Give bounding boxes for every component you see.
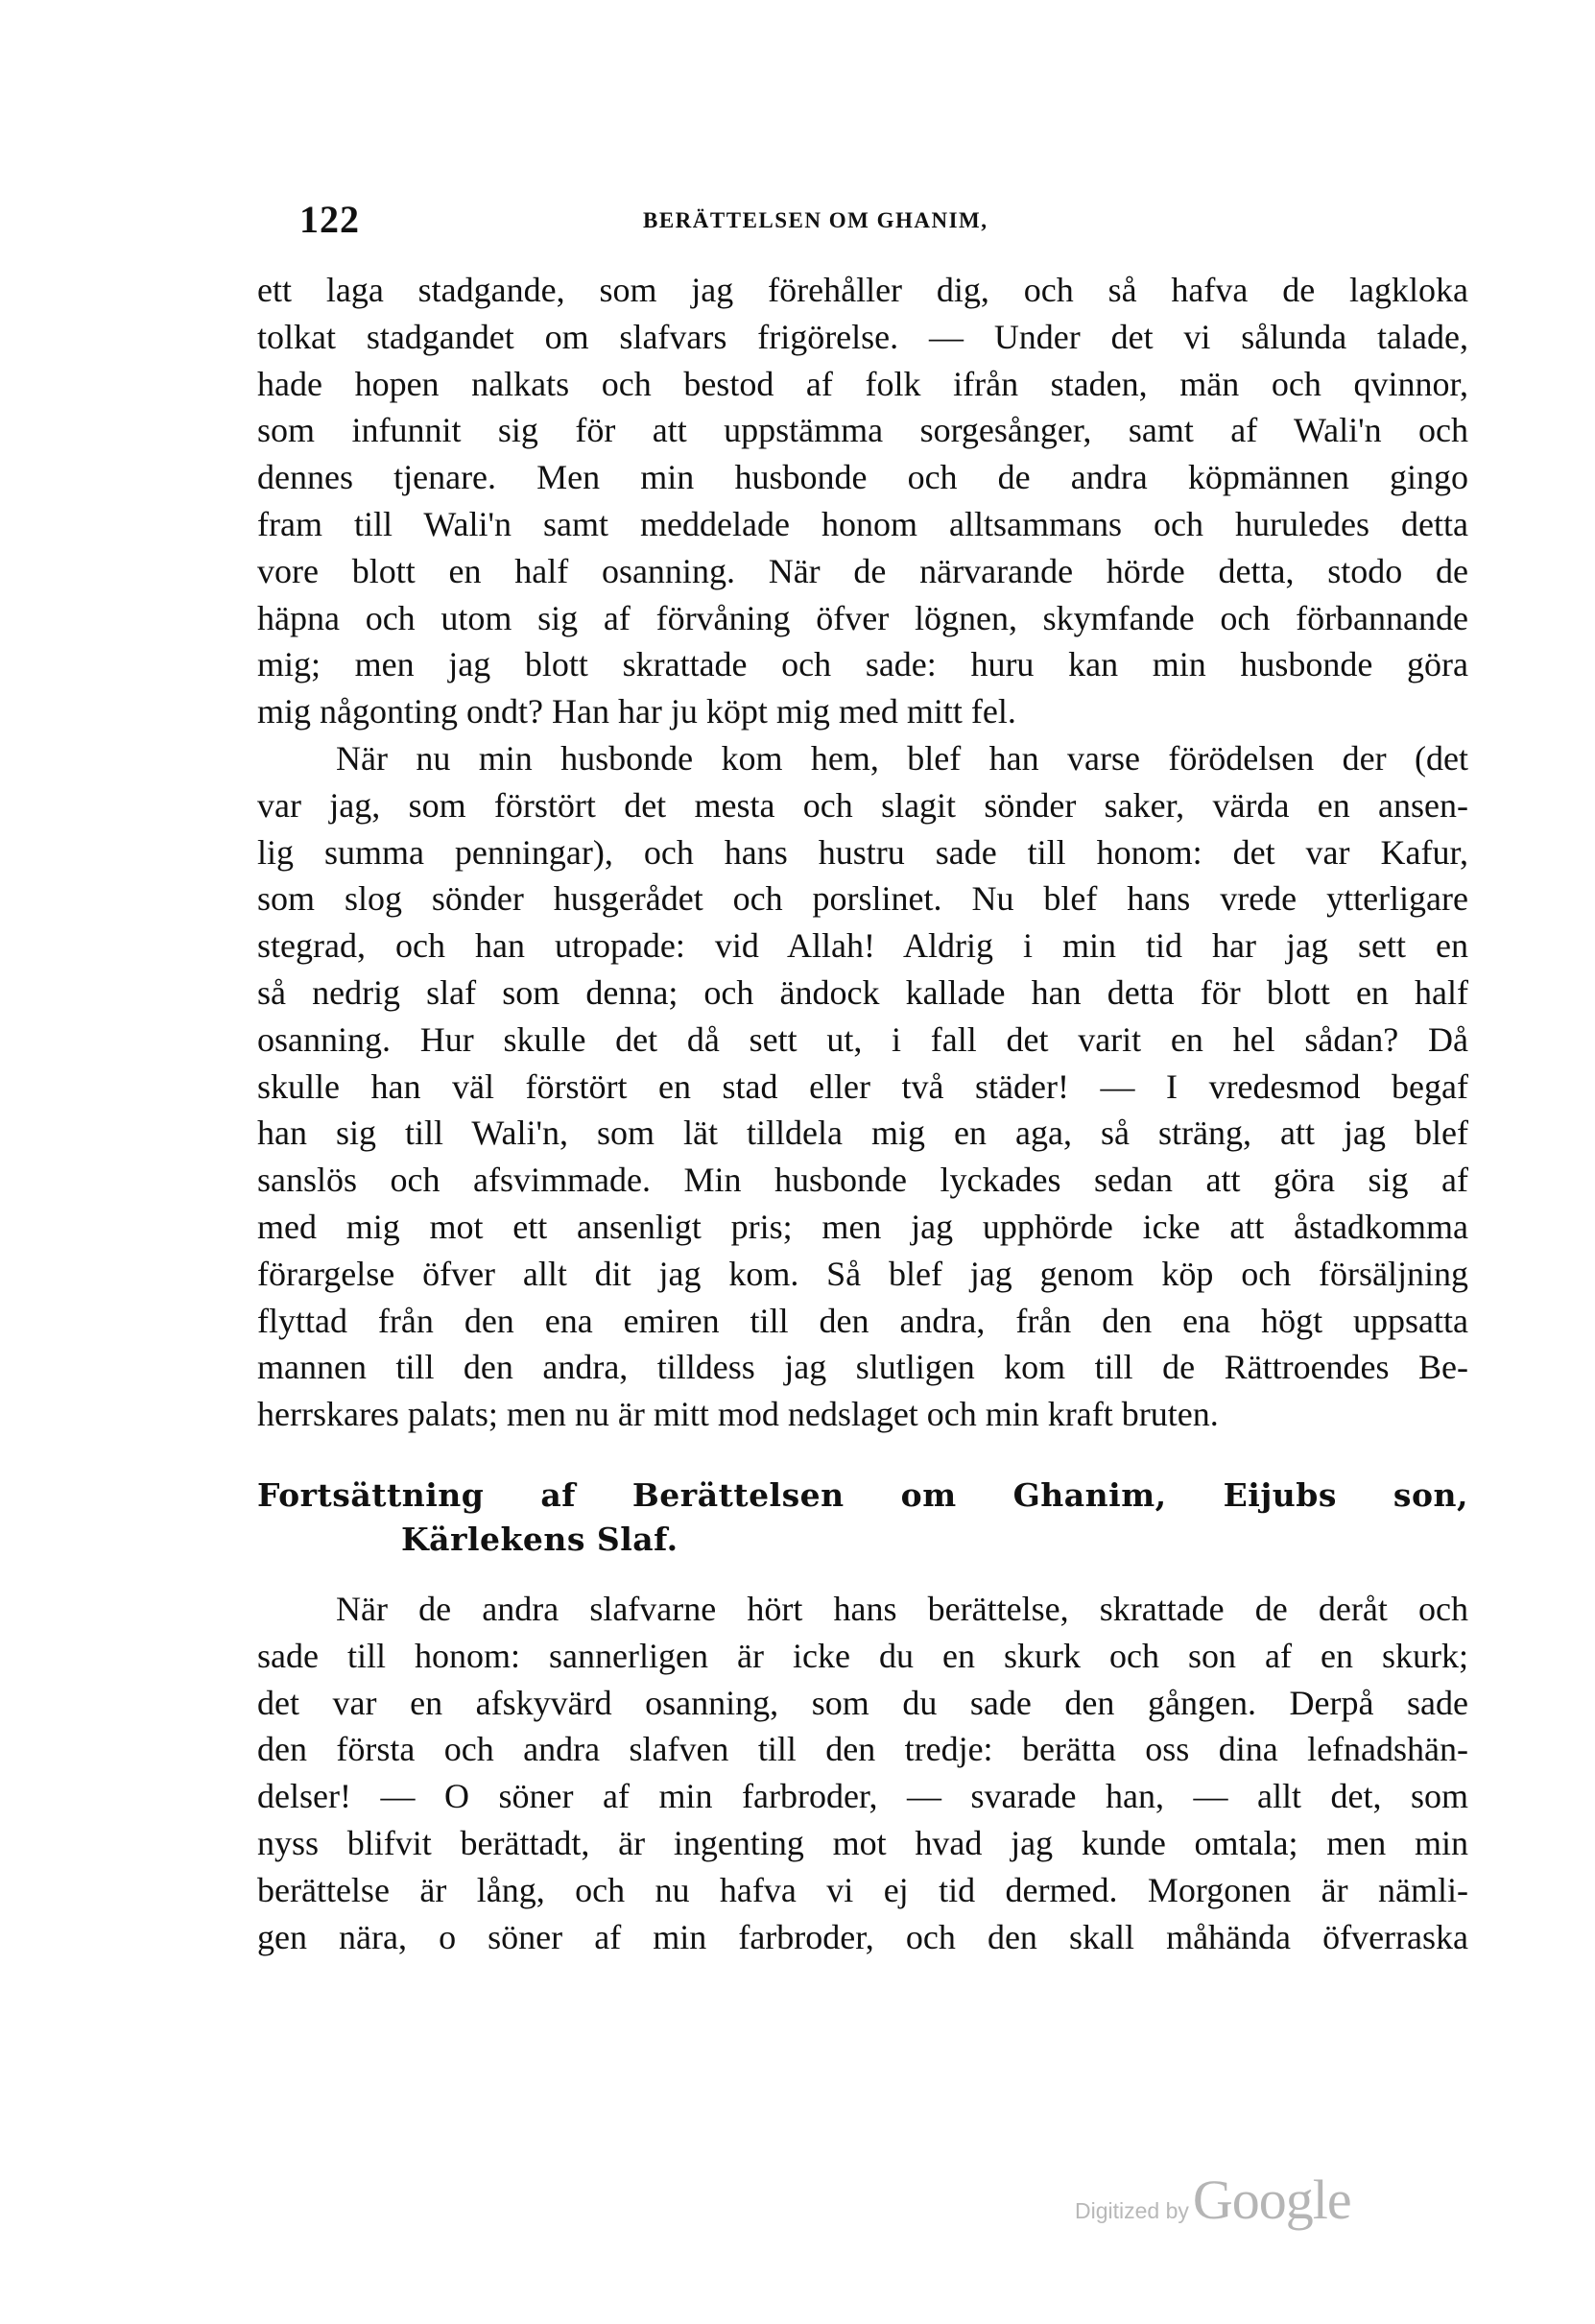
text-line: som infunnit sig för att uppstämma sorgesånger, samt af Wali'n och bbox=[257, 411, 1468, 450]
text-line: mig; men jag blott skrattade och sade: huru kan min husbonde göra bbox=[257, 645, 1468, 684]
text-line: När de andra slafvarne hört hans berättelse, skrattade de deråt och bbox=[336, 1590, 1468, 1628]
text-line: mannen till den andra, tilldess jag slutligen kom till de Rättroendes Be- bbox=[257, 1348, 1468, 1387]
text-line: förargelse öfver allt dit jag kom. Så blef jag genom köp och försäljning bbox=[257, 1254, 1468, 1293]
google-logo: Google bbox=[1192, 2168, 1351, 2231]
text-line: var jag, som förstört det mesta och slagit sönder saker, värda en ansen- bbox=[257, 785, 1468, 825]
text-line: dennes tjenare. Men min husbonde och de andra köpmännen gingo bbox=[257, 458, 1468, 497]
text-line: skulle han väl förstört en stad eller två städer! — I vredesmod begaf bbox=[257, 1066, 1468, 1106]
text-line: herrskares palats; men nu är mitt mod nedslaget och min kraft bruten. bbox=[257, 1395, 1219, 1434]
text-line: häpna och utom sig af förvåning öfver lögnen, skymfande och förbannande bbox=[257, 598, 1468, 637]
text-line: mig någonting ondt? Han har ju köpt mig med mitt fel. bbox=[257, 692, 1016, 731]
text-line: osanning. Hur skulle det då sett ut, i fall det varit en hel sådan? Då bbox=[257, 1019, 1468, 1059]
text-line: gen nära, o söner af min farbroder, och den skall måhända öfverraska bbox=[257, 1917, 1468, 1956]
body-text-continuation bbox=[257, 1586, 1468, 1960]
text-line: nyss blifvit berättadt, är ingenting mot hvad jag kunde omtala; men min bbox=[257, 1823, 1468, 1862]
text-line: delser! — O söner af min farbroder, — svarade han, — allt det, som bbox=[257, 1777, 1468, 1816]
text-line: den första och andra slafven till den tredje: berätta oss dina lefnadshän- bbox=[257, 1730, 1468, 1769]
text-line: flyttad från den ena emiren till den andra, från den ena högt uppsatta bbox=[257, 1301, 1468, 1340]
text-line: så nedrig slaf som denna; och ändock kallade han detta för blott en half bbox=[257, 972, 1468, 1012]
section-heading bbox=[257, 1473, 1468, 1562]
body-text bbox=[257, 267, 1468, 1438]
section-heading-line-1: Fortsättning af Berättelsen om Ghanim, Eijubs son, bbox=[257, 1476, 1468, 1514]
text-line: med mig mot ett ansenligt pris; men jag upphörde icke att åstadkomma bbox=[257, 1207, 1468, 1246]
text-line: fram till Wali'n samt meddelade honom alltsammans och huruledes detta bbox=[257, 504, 1468, 543]
page-header bbox=[299, 197, 1465, 245]
text-line: hade hopen nalkats och bestod af folk ifrån staden, män och qvinnor, bbox=[257, 364, 1468, 403]
text-line: det var en afskyvärd osanning, som du sade den gången. Derpå sade bbox=[257, 1683, 1468, 1722]
text-line: ett laga stadgande, som jag förehåller dig, och så hafva de lagkloka bbox=[257, 271, 1468, 309]
text-line: stegrad, och han utropade: vid Allah! Aldrig i min tid har jag sett en bbox=[257, 926, 1468, 966]
text-line: När nu min husbonde kom hem, blef han varse förödelsen der (det bbox=[336, 738, 1468, 778]
text-line: som slog sönder husgerådet och porslinet. Nu blef hans vrede ytterligare bbox=[257, 879, 1468, 919]
text-line: vore blott en half osanning. När de närvarande hörde detta, stodo de bbox=[257, 551, 1468, 590]
text-line: sade till honom: sannerligen är icke du en skurk och son af en skurk; bbox=[257, 1636, 1468, 1675]
digitization-watermark bbox=[1075, 2168, 1401, 2235]
text-line: tolkat stadgandet om slafvars frigörelse. — Under det vi sålunda talade, bbox=[257, 317, 1468, 356]
running-head: BERÄTTELSEN OM GHANIM, bbox=[643, 208, 988, 232]
watermark-prefix: Digitized by bbox=[1075, 2198, 1189, 2223]
text-line: lig summa penningar), och hans hustru sade till honom: det var Kafur, bbox=[257, 832, 1468, 872]
page-number: 122 bbox=[299, 198, 360, 241]
text-line: han sig till Wali'n, som lät tilldela mig en aga, så sträng, att jag blef bbox=[257, 1114, 1468, 1153]
text-line: sanslös och afsvimmade. Min husbonde lyckades sedan att göra sig af bbox=[257, 1161, 1468, 1200]
text-line: berättelse är lång, och nu hafva vi ej tid dermed. Morgonen är nämli- bbox=[257, 1870, 1468, 1909]
section-heading-line-2: Kärlekens Slaf. bbox=[401, 1521, 678, 1558]
